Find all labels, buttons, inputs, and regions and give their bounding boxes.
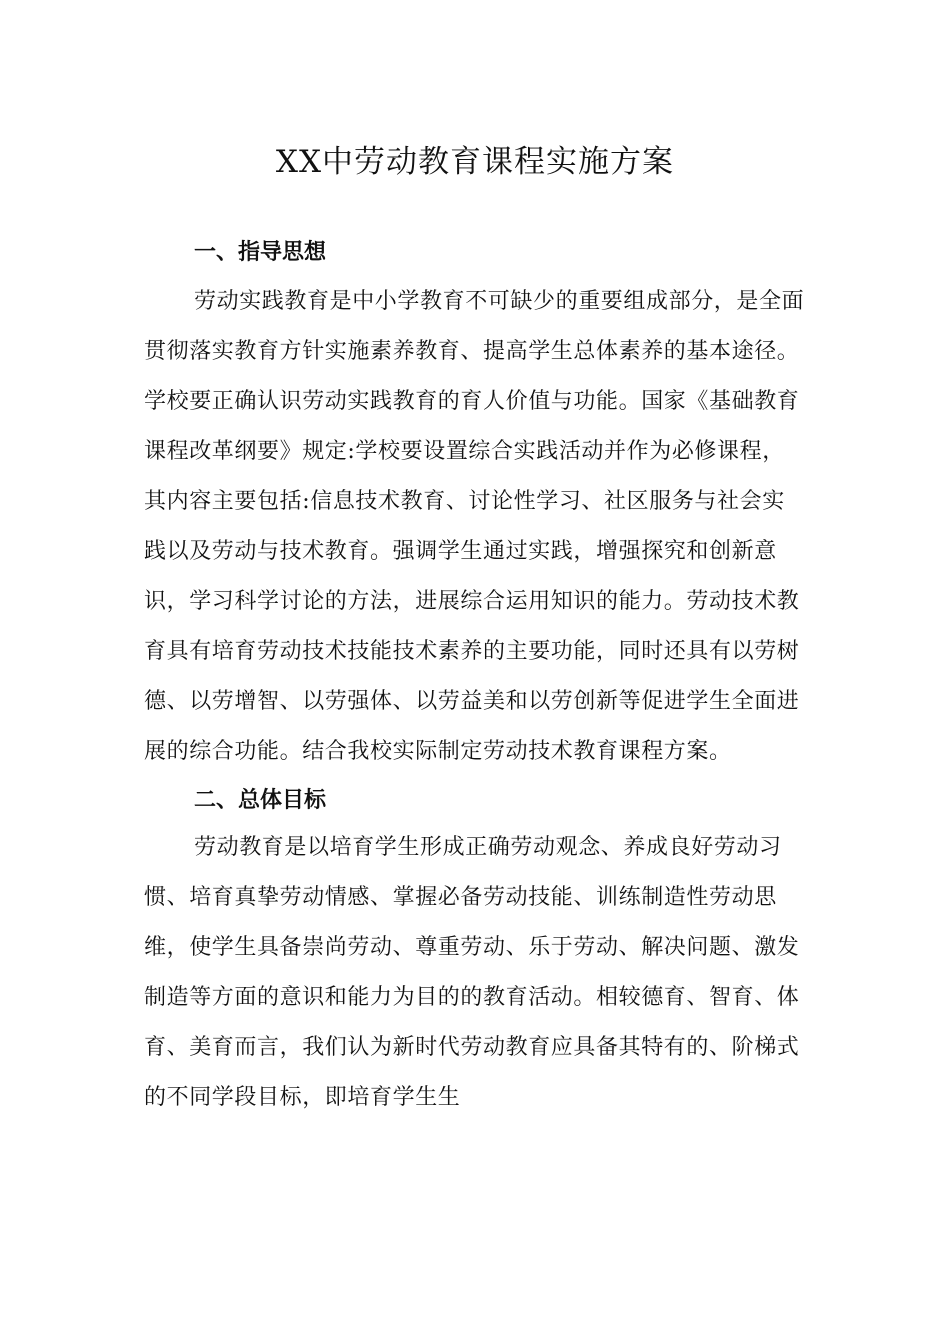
paragraph-line: 劳动实践教育是中小学教育不可缺少的重要组成部分，是全面	[194, 289, 805, 314]
section-heading-overall-goals: 二、总体目标	[194, 787, 327, 813]
paragraph-line: 展的综合功能。结合我校实际制定劳动技术教育课程方案。	[144, 739, 732, 764]
paragraph-line: 惯、培育真挚劳动情感、掌握必备劳动技能、训练制造性劳动思	[144, 885, 777, 910]
paragraph-line: 践以及劳动与技术教育。强调学生通过实践，增强探究和创新意	[144, 539, 777, 564]
paragraph-line: 劳动教育是以培育学生形成正确劳动观念、养成良好劳动习	[194, 835, 782, 860]
paragraph-guiding-ideology	[144, 287, 834, 787]
paragraph-line: 其内容主要包括:信息技术教育、讨论性学习、社区服务与社会实	[144, 489, 785, 514]
paragraph-line: 维，使学生具备崇尚劳动、尊重劳动、乐于劳动、解决问题、激发	[144, 935, 800, 960]
paragraph-line: 识，学习科学讨论的方法，进展综合运用知识的能力。劳动技术教	[144, 589, 800, 614]
paragraph-line: 育、美育而言，我们认为新时代劳动教育应具备其特有的、阶梯式	[144, 1035, 800, 1060]
paragraph-line: 课程改革纲要》规定:学校要设置综合实践活动并作为必修课程，	[144, 439, 785, 464]
section-heading-guiding-ideology: 一、指导思想	[194, 239, 327, 265]
paragraph-line: 贯彻落实教育方针实施素养教育、提高学生总体素养的基本途径。	[144, 339, 800, 364]
paragraph-line: 德、以劳增智、以劳强体、以劳益美和以劳创新等促进学生全面进	[144, 689, 800, 714]
document-title: XX中劳动教育课程实施方案	[275, 144, 675, 180]
paragraph-line: 的不同学段目标，即培育学生生	[144, 1085, 461, 1110]
paragraph-line: 育具有培育劳动技术技能技术素养的主要功能，同时还具有以劳树	[144, 639, 800, 664]
paragraph-line: 学校要正确认识劳动实践教育的育人价值与功能。国家《基础教育	[144, 389, 800, 414]
paragraph-overall-goals	[144, 833, 834, 1133]
paragraph-line: 制造等方面的意识和能力为目的的教育活动。相较德育、智育、体	[144, 985, 800, 1010]
